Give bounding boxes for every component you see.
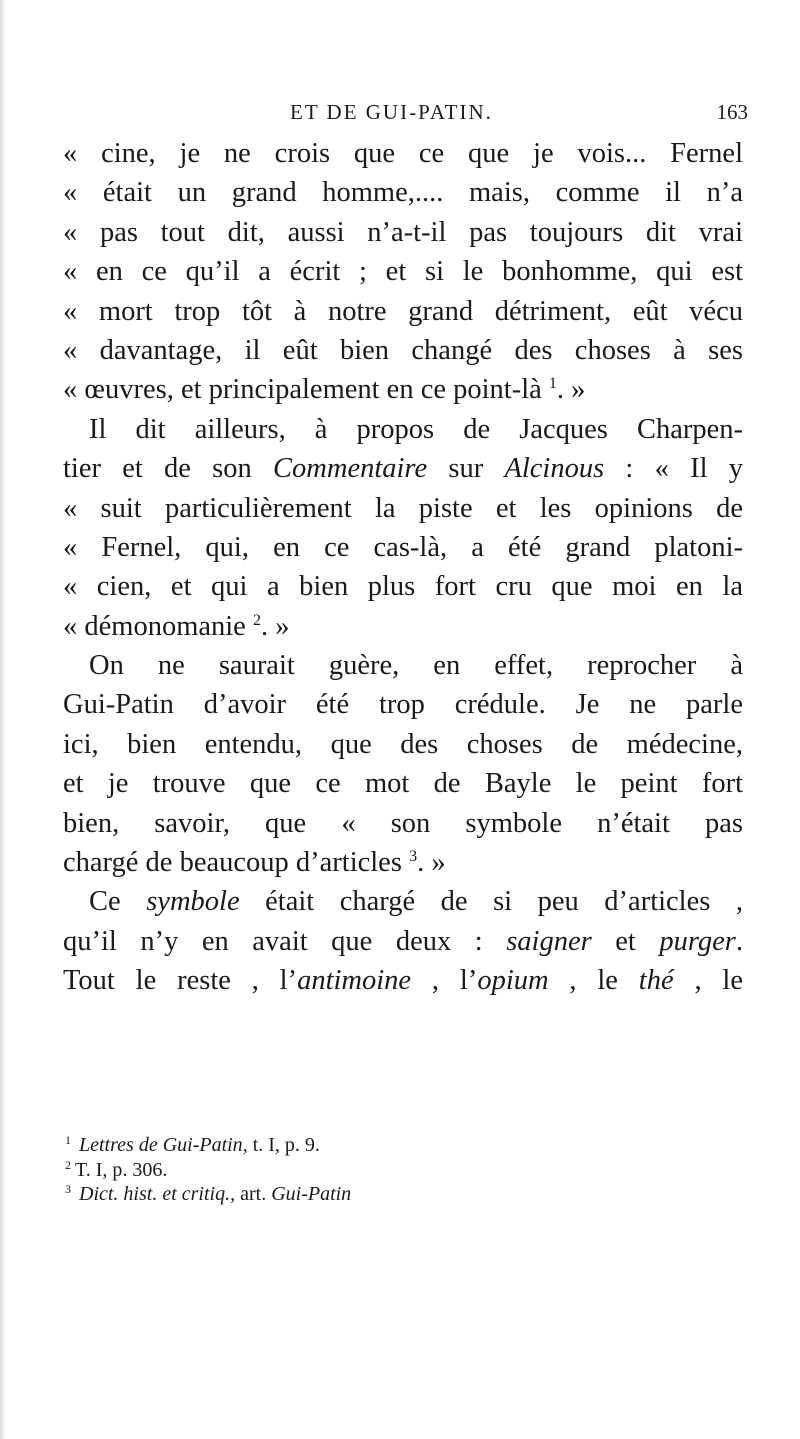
text-line [63, 370, 743, 409]
running-title: ET DE GUI-PATIN. [290, 100, 493, 124]
text-segment: qu’il n’y en avait que deux : [63, 925, 507, 957]
text-line [63, 607, 743, 646]
footnote-ref-1: 1 [548, 375, 557, 393]
footnote-name: Gui-Patin [271, 1183, 352, 1205]
text-segment: chargé de beaucoup d’articles [63, 847, 410, 879]
text-line [63, 922, 743, 961]
text-line: « en ce qu’il a écrit ; et si le bonhomme, qui est [63, 256, 743, 288]
text-line: « davantage, il eût bien changé des choses à ses [63, 334, 743, 366]
work-title-alcinous: Alcinous [504, 453, 605, 485]
text-segment: . » [260, 610, 290, 642]
footnote-ref-2: 2 [252, 611, 261, 629]
text-segment: : « Il y [604, 453, 743, 485]
text-segment: Tout le reste , l’ [63, 965, 298, 997]
text-line [63, 843, 743, 882]
text-segment: . » [556, 374, 586, 406]
running-header [0, 100, 800, 130]
italic-purger: purger [659, 925, 736, 957]
text-segment: « démonomanie [63, 610, 253, 642]
text-line: On ne saurait guère, en effet, reprocher à [89, 650, 743, 682]
footnote-1: $^1$ Lettres de Gui-Patin, t. I, p. 9. [65, 1133, 320, 1156]
body-text [63, 134, 743, 1001]
text-line: « cien, et qui a bien plus fort cru que moi en la [63, 571, 743, 603]
footnote-text: T. I, p. 306. [75, 1158, 168, 1181]
text-line: Gui-Patin d’avoir été trop crédule. Je ne parle [63, 689, 743, 721]
footnote-title: Dict. hist. et critiq. [79, 1183, 231, 1205]
italic-antimoine: antimoine [297, 965, 412, 997]
text-segment: . [735, 925, 743, 957]
text-segment: « œuvres, et principalement en ce point-là [63, 374, 549, 406]
italic-the: thé [638, 965, 674, 997]
footnote-text: , t. I, p. 9. [242, 1134, 320, 1156]
text-line: ici, bien entendu, que des choses de médecine, [63, 728, 743, 760]
text-line: bien, savoir, que « son symbole n’était pas [63, 807, 743, 839]
text-line: « suit particulièrement la piste et les opinions de [63, 492, 743, 524]
text-line [63, 449, 743, 488]
work-title-commentaire: Commentaire [273, 453, 428, 485]
footnote-3: $^3$ Dict. hist. et critiq., art. Gui-Patin [65, 1182, 352, 1205]
text-line: « pas tout dit, aussi n’a-t-il pas toujours dit vrai [63, 216, 743, 248]
footnote-title: Lettres de Gui-Patin [79, 1134, 243, 1156]
italic-saigner: saigner [506, 925, 592, 957]
text-line: « était un grand homme,.... mais, comme il n’a [63, 177, 743, 209]
text-segment: , le [548, 965, 639, 997]
footnote-2: $^2$ T. I, p. 306. [65, 1157, 168, 1181]
italic-opium: opium [477, 965, 549, 997]
text-segment: , l’ [411, 965, 478, 997]
footnote-ref-3: 3 [409, 848, 418, 866]
text-segment: , le [673, 965, 743, 997]
text-segment: sur [427, 453, 505, 485]
text-line: « mort trop tôt à notre grand détriment, eût vécu [63, 295, 743, 327]
text-line [63, 882, 743, 921]
text-segment: et [591, 925, 660, 957]
footnotes [65, 1133, 745, 1207]
text-line: Il dit ailleurs, à propos de Jacques Charpen- [89, 413, 743, 445]
text-segment: tier et de son [63, 453, 274, 485]
text-segment: Ce [89, 886, 147, 918]
page-edge-shadow [0, 0, 6, 1439]
text-segment: . » [417, 847, 446, 879]
italic-symbole: symbole [146, 886, 240, 918]
footnote-text: , art. [230, 1183, 272, 1205]
text-line: et je trouve que ce mot de Bayle le peint fort [63, 768, 743, 800]
text-line [63, 961, 743, 1000]
text-segment: était chargé de si peu d’articles , [239, 886, 743, 918]
page-number: 163 [716, 100, 748, 124]
text-line: « Fernel, qui, en ce cas-là, a été grand platoni- [63, 531, 743, 563]
text-line: « cine, je ne crois que ce que je vois... Fernel [63, 138, 743, 169]
